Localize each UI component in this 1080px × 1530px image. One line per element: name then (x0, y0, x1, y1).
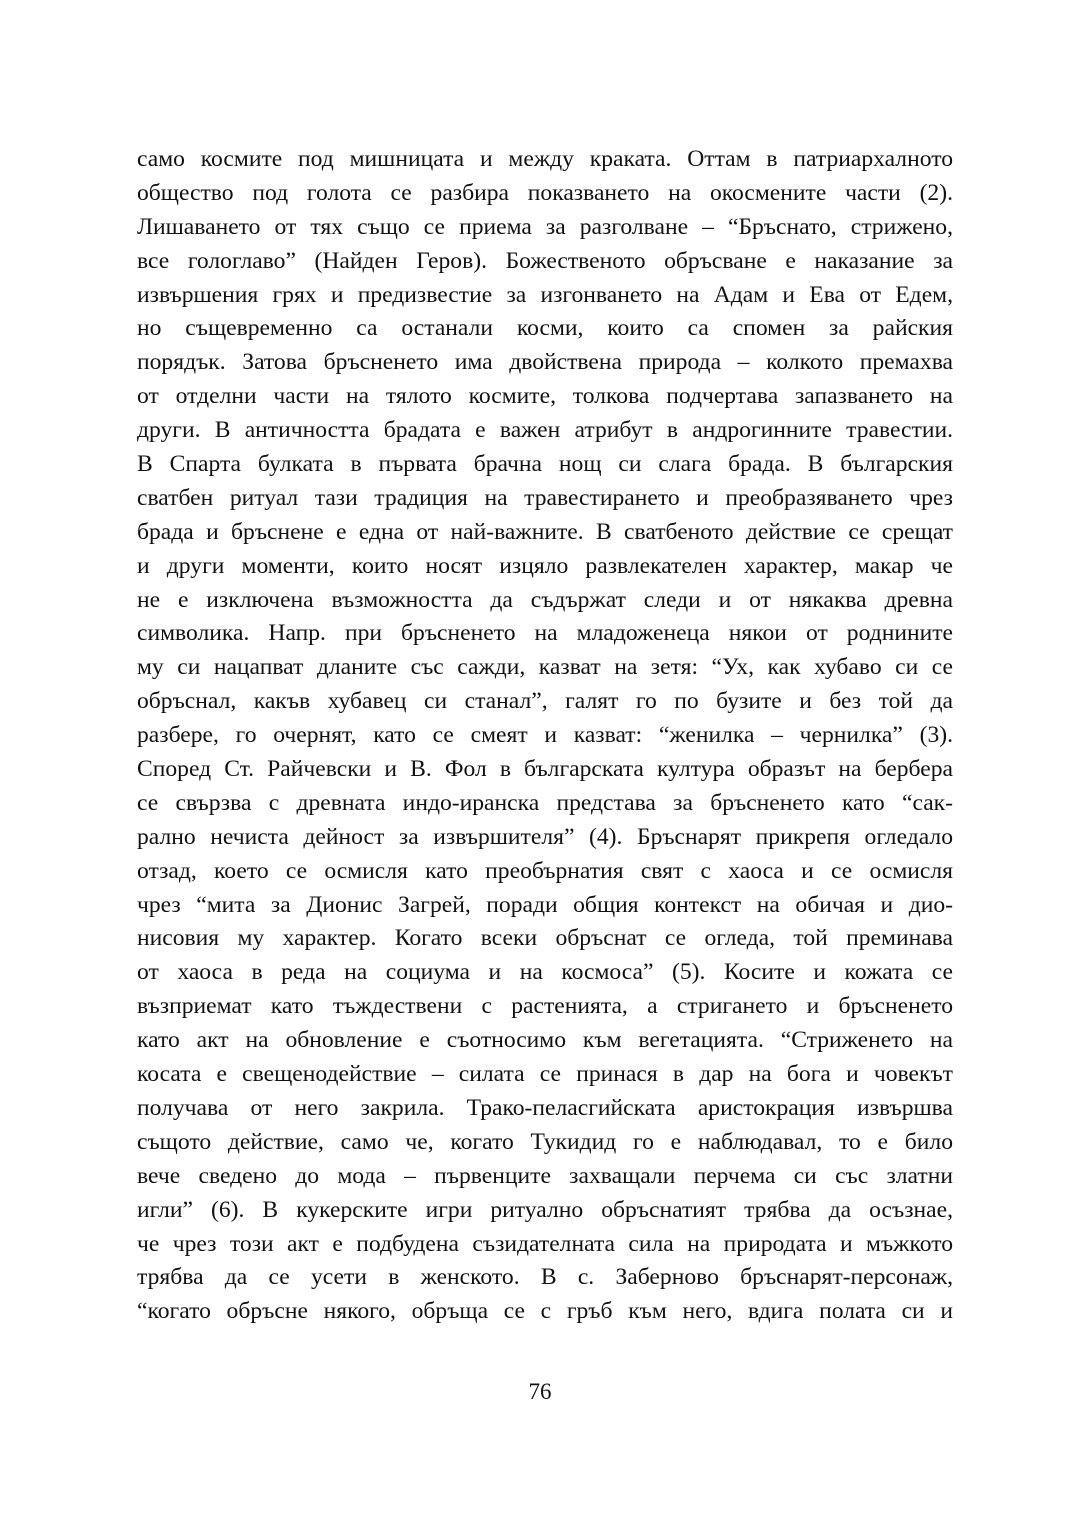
text-line-6: но същевременно са останали косми, които са спомен за райския (137, 315, 953, 342)
text-line-33: че чрез този акт е подбудена съзидателната сила на природата и мъжкото (137, 1230, 953, 1257)
text-line-29: получава от него закрила. Трако-пеласгийската аристокрация извършва (137, 1094, 953, 1121)
text-line-14: не е изключена възможността да съдържат следи и от някаква древна (137, 586, 953, 613)
text-line-1: само космите под мишницата и между краката. Оттам в патриархалното (137, 146, 953, 172)
text-line-12: брада и бръснене е една от най-важните. В сватбеното действие се срещат (137, 518, 953, 545)
text-line-11: сватбен ритуал тази традиция на травестирането и преобразяването чрез (137, 484, 953, 511)
text-line-28: косата е свещенодействие – силата се принася в дар на бога и човекът (137, 1061, 953, 1088)
text-line-20: се свързва с древната индо-иранска представа за бръсненето като “сак- (137, 789, 953, 816)
page-number: 76 (528, 1379, 552, 1404)
text-line-9: други. В античността брадата е важен атрибут в андрогинните травестии. (137, 417, 953, 444)
text-line-10: В Спарта булката в първата брачна нощ си слага брада. В българския (137, 451, 953, 478)
text-line-5: извършения грях и предизвестие за изгонването на Адам и Ева от Едем, (137, 281, 953, 308)
text-line-13: и други моменти, които носят изцяло развлекателен характер, макар че (137, 552, 953, 579)
text-line-21: рално нечиста дейност за извършителя” (4). Бръснарят прикрепя огледало (137, 823, 953, 850)
text-line-17: обръснал, какъв хубавец си станал”, галят го по бузите и без той да (137, 688, 953, 715)
text-line-16: му си нацапват дланите със сажди, казват на зетя: “Ух, как хубаво си се (137, 654, 953, 681)
text-line-23: чрез “мита за Дионис Загрей, поради общия контекст на обичая и дио- (137, 891, 953, 918)
text-line-2: общество под голота се разбира показването на окосмените части (2). (137, 179, 953, 206)
text-line-3: Лишаването от тях също се приема за разголване – “Бръснато, стрижено, (137, 213, 953, 240)
text-line-25: от хаоса в реда на социума и на космоса” (5). Косите и кожата се (137, 959, 953, 986)
text-line-19: Според Ст. Райчевски и В. Фол в българската култура образът на бербера (137, 756, 953, 783)
text-line-18: разбере, го очернят, като се смеят и казват: “женилка – чернилка” (3). (137, 722, 953, 749)
text-line-7: порядък. Затова бръсненето има двойствена природа – колкото премахва (137, 349, 953, 376)
body-text (137, 143, 953, 1329)
text-line-35: “когато обръсне някого, обръща се с гръб към него, вдига полата си и (137, 1298, 953, 1325)
text-line-26: възприемат като тъждествени с растенията, а стригането и бръсненето (137, 993, 953, 1020)
text-line-34: трябва да се усети в женското. В с. Заберново бръснарят-персонаж, (137, 1264, 953, 1291)
text-line-15: символика. Напр. при бръсненето на младоженеца някои от роднините (137, 620, 953, 647)
text-line-24: нисовия му характер. Когато всеки обръснат се огледа, той преминава (137, 925, 953, 952)
text-line-30: същото действие, само че, когато Тукидид го е наблюдавал, то е било (137, 1128, 953, 1155)
text-line-32: игли” (6). В кукерските игри ритуално обръснатият трябва да осъзнае, (137, 1196, 953, 1223)
text-line-4: все гологлаво” (Найден Геров). Божественото обръсване е наказание за (137, 247, 953, 274)
text-line-8: от отделни части на тялото космите, толкова подчертава запазването на (137, 383, 953, 410)
text-line-27: като акт на обновление е съотносимо към вегетацията. “Стриженето на (137, 1027, 953, 1054)
text-line-31: вече сведено до мода – първенците захващали перчема си със златни (137, 1162, 953, 1189)
text-line-22: отзад, което се осмисля като преобърнатия свят с хаоса и се осмисля (137, 857, 953, 884)
